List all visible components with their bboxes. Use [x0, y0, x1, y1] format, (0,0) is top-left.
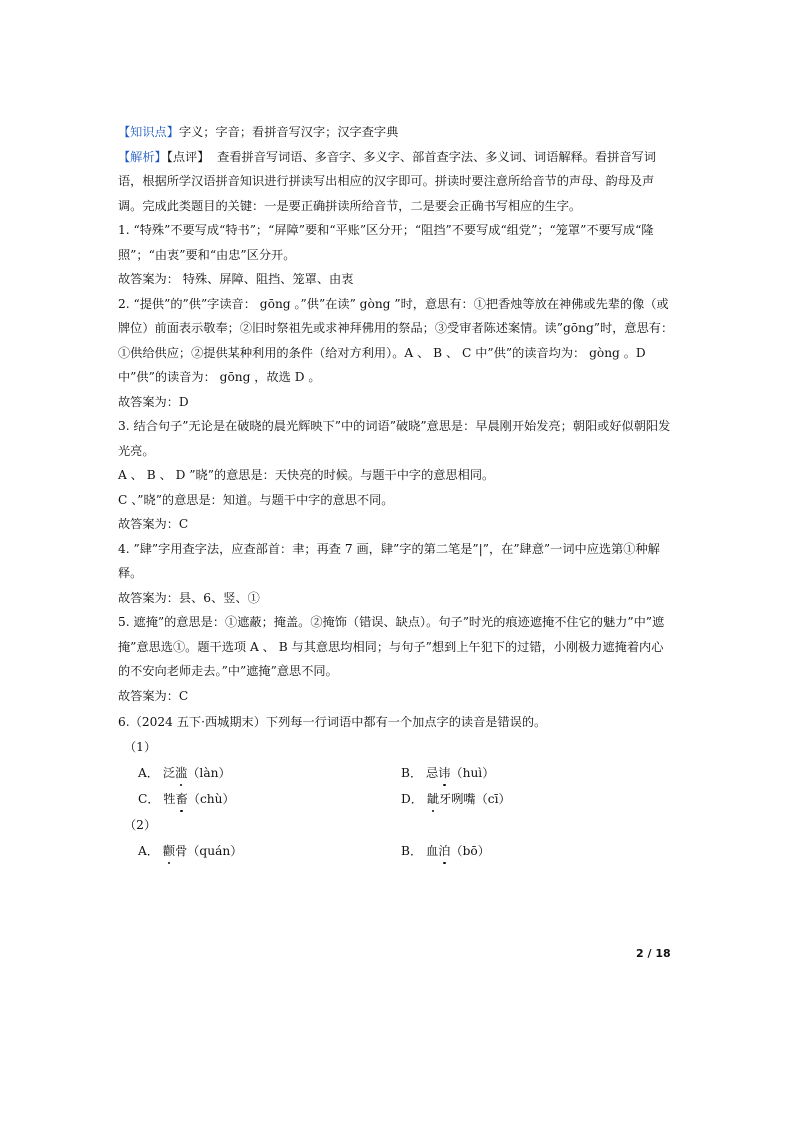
- item-5-answer: 故答案为：C: [118, 688, 189, 703]
- dotted-char: 泊: [438, 839, 450, 864]
- dotted-char: 畜: [176, 787, 188, 812]
- option-letter: B．: [401, 765, 423, 780]
- item-5-text: 5. 遮掩”的意思是：①遮蔽；掩盖。②掩饰（错误、缺点）。句子”时光的痕迹遮掩不住它的魅力”中”遮掩”意思选①。题干选项 A 、 B 与其意思均相同；与句子”想到上午犯下的过错，小刚极力遮掩着内心的不安向老师走去。”中”遮掩”意思不同。: [118, 615, 665, 678]
- option-word: 牙咧嘴: [439, 791, 476, 806]
- option-word: 牲: [163, 791, 176, 806]
- option-2a: [138, 839, 242, 864]
- dotted-char: 颧: [163, 839, 175, 864]
- knowledge-point: [118, 120, 674, 145]
- option-1b: [401, 761, 494, 786]
- dotted-char: 龇: [427, 787, 439, 812]
- answer-content: [118, 120, 674, 865]
- item-4-text: 4. ”肆”字用查字法，应查部首：聿；再查 7 画，肆”字的第二笔是”|”，在”肆意”一词中应选第①种解释。: [118, 541, 660, 580]
- knowledge-text: 字义；字音；看拼音写汉字；汉字查字典: [178, 125, 399, 139]
- group-1-row-2: [118, 787, 674, 813]
- knowledge-tag: 【知识点】: [118, 125, 179, 139]
- option-pinyin: （cī）: [475, 791, 511, 806]
- dotted-char: 滥: [175, 761, 187, 786]
- dotted-char: 讳: [438, 761, 450, 786]
- option-pinyin: （chù）: [187, 791, 235, 806]
- item-3-line-1: A 、 B 、 D ”晓”的意思是：天快亮的时候。与题干中字的意思相同。: [118, 468, 495, 482]
- option-word: 骨: [175, 843, 188, 858]
- group-2-row-1: [118, 839, 674, 865]
- item-2-text: 2. “提供”的”供”字读音： gōng 。”供”在读” gòng ”时，意思有：①把香烛等放在神佛或先辈的像（或牌位）前面表示敬奉；②旧时祭祖先或求神拜佛用的祭品；③受审者陈述案情。读”gōng”时，意思有：①供给供应；②提供某种利用的条件（给对方利用）。A 、 B 、 C 中”供”的读音均为： gòng 。D 中”供”的读音为： gōng ，故选 D 。: [118, 296, 674, 384]
- item-2-answer: 故答案为：D: [118, 394, 189, 409]
- group-2-label: （2）: [124, 817, 157, 832]
- option-word: 血: [426, 843, 439, 858]
- page-number: 2 / 18: [636, 947, 671, 960]
- option-letter: C．: [138, 791, 160, 806]
- analysis-paragraph: [118, 145, 674, 219]
- option-1a: [138, 761, 231, 786]
- question-6-title: 6.（2024 五下·西城期末）下列每一行词语中都有一个加点字的读音是错误的。: [118, 715, 547, 729]
- option-pinyin: （quán）: [187, 843, 243, 858]
- option-letter: A．: [138, 765, 159, 780]
- item-3-answer: 故答案为：C: [118, 517, 189, 531]
- option-2b: [401, 839, 490, 864]
- option-pinyin: （bō）: [450, 843, 490, 858]
- item-1-text: 1. “特殊”不要写成“特书”；“屏障”要和“平账”区分开；“阻挡”不要写成“组党”；“笼罩”不要写成“隆照”；“由衷”要和“由忠”区分开。: [118, 223, 654, 262]
- option-pinyin: （huì）: [450, 765, 495, 780]
- option-1c: [138, 787, 235, 812]
- analysis-text: 查看拼音写词语、多音字、多义字、部首查字法、多义词、词语解释。看拼音写词语，根据所学汉语拼音知识进行拼读写出相应的汉字即可。拼读时要注意所给音节的声母、韵母及声调。完成此类题目的关键：一是要正确拼读所给音节，二是要会正确书写相应的生字。: [118, 149, 656, 213]
- option-letter: A．: [138, 843, 159, 858]
- item-4-answer: 故答案为：县、6、竖、①: [118, 590, 260, 605]
- item-3-text: 3. 结合句子”无论是在破晓的晨光辉映下”中的词语”破晓”意思是：早晨刚开始发亮；朝阳或好似朝阳发光亮。: [118, 419, 671, 458]
- group-1-label: （1）: [124, 739, 157, 754]
- option-word: 泛: [162, 765, 176, 780]
- item-1-answer: 故答案为： 特殊、屏障、阻挡、笼罩、由衷: [118, 272, 354, 286]
- option-letter: B．: [401, 843, 423, 858]
- analysis-tag: 【解析】: [118, 149, 167, 164]
- item-3-line-2: C 、”晓”的意思是：知道。与题干中字的意思不同。: [118, 492, 394, 507]
- option-letter: D．: [401, 791, 423, 806]
- comment-tag: 【点评】: [166, 149, 210, 164]
- group-1-row-1: [118, 761, 674, 787]
- option-pinyin: （làn）: [187, 765, 231, 780]
- option-word: 忌: [426, 765, 439, 780]
- option-1d: [401, 787, 511, 812]
